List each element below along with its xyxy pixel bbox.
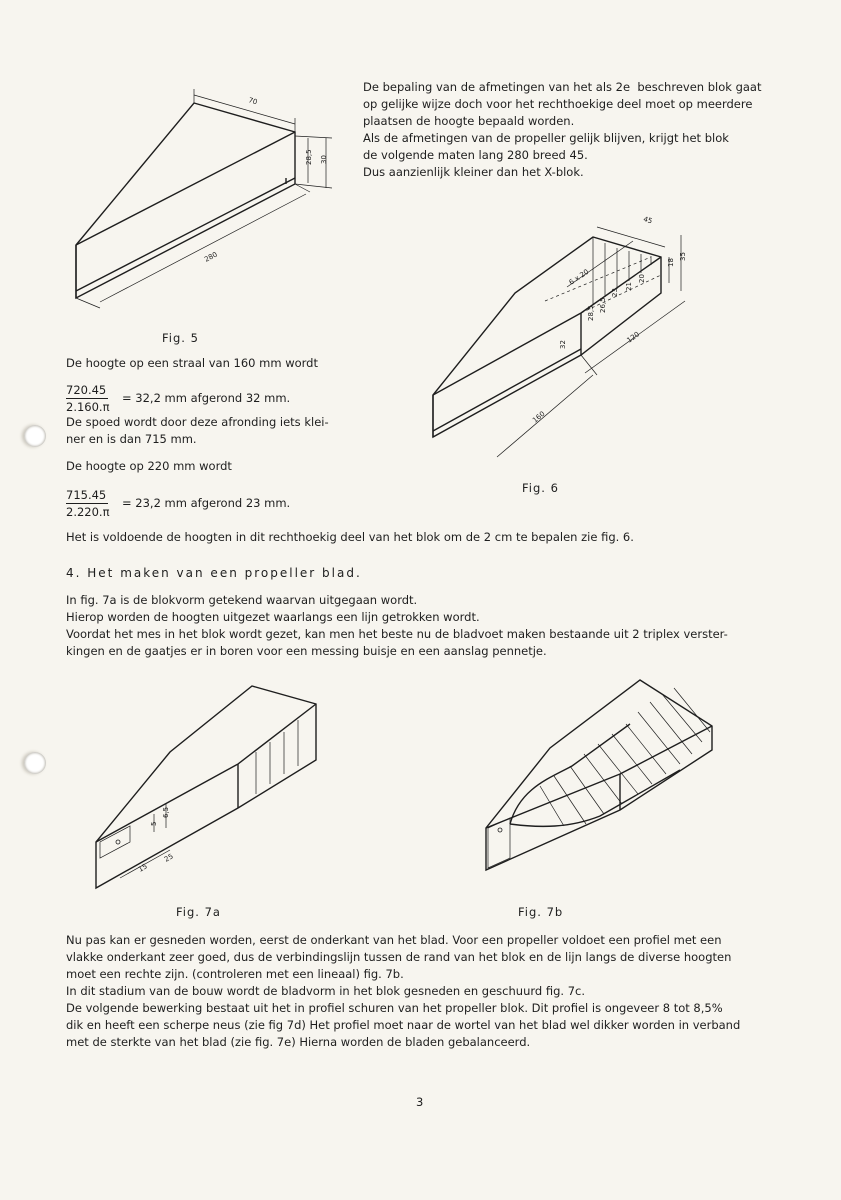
fig6-dim-line — [581, 355, 597, 375]
fig6-height: 32 — [559, 340, 567, 349]
fig7a-dim: 15 — [137, 862, 149, 874]
fig7b-drawing — [480, 678, 720, 878]
section-line: Hierop worden de hoogten uitgezet waarlangs een lijn getrokken wordt. — [66, 610, 480, 624]
fig6-dim-line — [597, 227, 665, 247]
fig5-dim-line — [295, 136, 332, 138]
fig5-dim-285: 28,5 — [305, 149, 313, 165]
fig5-edge — [76, 132, 295, 245]
fig7b-hole — [498, 828, 502, 832]
fig6-height: 21 — [625, 282, 633, 291]
fig5-block-outline — [76, 103, 295, 298]
fig6-dim-45: 45 — [642, 215, 654, 226]
fig7b-blade-outline — [510, 770, 680, 826]
calc-line: De hoogte op een straal van 160 mm wordt — [66, 356, 318, 370]
intro-line: de volgende maten lang 280 breed 45. — [363, 148, 588, 162]
calc-note: ner en is dan 715 mm. — [66, 432, 197, 446]
fig6-dim-35: 35 — [679, 252, 687, 261]
page-number: 3 — [416, 1095, 424, 1109]
fig6-height: 26,5 — [599, 297, 607, 313]
fig5-dim-line — [100, 194, 306, 302]
fig5-dim-70: 70 — [247, 96, 259, 107]
fig7a-hole — [116, 840, 120, 844]
fig6-height: 20 — [638, 274, 646, 283]
fig5-dim-line — [76, 298, 100, 308]
fig7b-hatch — [662, 694, 702, 742]
calc-line: De hoogte op 220 mm wordt — [66, 459, 232, 473]
fig6-height: 28,5 — [587, 305, 595, 321]
fig6-dim-18: 18 — [667, 258, 675, 267]
fig6-edge — [433, 349, 581, 431]
fig7a-block-outline — [96, 686, 316, 888]
fraction-2 — [66, 488, 291, 519]
fraction-denominator: 2.160.π — [66, 400, 110, 414]
intro-line: Dus aanzienlijk kleiner dan het X-blok. — [363, 165, 584, 179]
fig7a-caption: Fig. 7a — [176, 905, 221, 919]
closing-line: moet een rechte zijn. (controleren met een lineaal) fig. 7b. — [66, 967, 404, 981]
fig6-dim-steps: 6 x 20 — [567, 267, 591, 287]
fig6-caption: Fig. 6 — [522, 481, 559, 495]
fig7b-hatch — [638, 712, 680, 764]
fig5-dim-line — [295, 184, 332, 188]
section-line: kingen en de gaatjes er in boren voor een messing buisje en een aanslag pennetje. — [66, 644, 547, 658]
fig7b-hatch — [598, 744, 638, 794]
fig5-dim-280: 280 — [203, 250, 219, 264]
fig7a-edge — [238, 704, 316, 764]
intro-line: De bepaling van de afmetingen van het als 2e beschreven blok gaat — [363, 80, 762, 94]
fig5-dim-30: 30 — [320, 155, 328, 164]
fraction-denominator: 2.220.π — [66, 505, 110, 519]
fig5-caption: Fig. 5 — [162, 331, 199, 345]
closing-line: Nu pas kan er gesneden worden, eerst de onderkant van het blad. Voor een propeller voldoet een profiel met een — [66, 933, 722, 947]
intro-line: op gelijke wijze doch voor het rechthoekige deel moet op meerdere — [363, 97, 753, 111]
fraction-result: = 23,2 mm afgerond 23 mm. — [122, 496, 291, 510]
fig6-edge — [433, 313, 581, 395]
fig7b-hatch — [626, 724, 666, 774]
fig7a-dim: 5 — [150, 821, 158, 826]
fig7a-dim: 6,5 — [162, 806, 170, 818]
fraction-numerator: 715.45 — [66, 488, 107, 502]
fig7b-hatch — [674, 688, 710, 732]
fig7a-drawing — [90, 682, 325, 892]
fig7b-hatch — [540, 786, 564, 826]
punch-hole — [24, 752, 46, 774]
fraction-result: = 32,2 mm afgerond 32 mm. — [122, 391, 291, 405]
closing-line: De volgende bewerking bestaat uit het in profiel schuren van het propeller blok. Dit profiel is ongeveer 8 tot 8,5% — [66, 1001, 723, 1015]
intro-line: Als de afmetingen van de propeller gelijk blijven, krijgt het blok — [363, 131, 729, 145]
fig7b-caption: Fig. 7b — [518, 905, 564, 919]
fraction-numerator: 720.45 — [66, 383, 107, 397]
intro-line: plaatsen de hoogte bepaald worden. — [363, 114, 575, 128]
fig6-drawing — [425, 205, 695, 460]
fig7b-hatch — [612, 734, 652, 784]
closing-line: dik en heeft een scherpe neus (zie fig 7d) Het profiel moet naar de wortel van het blad wel dikker worden in verband — [66, 1018, 741, 1032]
section-line: In fig. 7a is de blokvorm getekend waarvan uitgegaan wordt. — [66, 593, 418, 607]
fig6-height: 23 — [611, 288, 619, 297]
section-line: Voordat het mes in het blok wordt gezet, kan men het beste nu de bladvoet maken bestaande uit 2 triplex verster- — [66, 627, 728, 641]
fig5-dim-line — [194, 95, 295, 124]
punch-hole — [24, 425, 46, 447]
fig7a-edge — [96, 764, 238, 842]
closing-line: vlakke onderkant zeer goed, dus de verbindingslijn tussen de rand van het blok en de lijn langs de diverse hoogten — [66, 950, 732, 964]
calc-note: De spoed wordt door deze afronding iets klei- — [66, 415, 329, 429]
fig5-edge — [76, 178, 295, 291]
closing-line: met de sterkte van het blad (zie fig. 7e) Hierna worden de bladen gebalanceerd. — [66, 1035, 531, 1049]
full-width-line: Het is voldoende de hoogten in dit rechthoekig deel van het blok om de 2 cm te bepalen zie fig. 6. — [66, 530, 634, 544]
fig6-dash — [545, 257, 651, 301]
fig5-drawing — [70, 80, 340, 310]
fig6-dim-120: 120 — [625, 330, 641, 345]
fig7b-block-outline — [486, 680, 712, 870]
fraction-1 — [66, 383, 291, 414]
fig7b-hatch — [584, 754, 622, 804]
fig6-dim-160: 160 — [531, 409, 547, 425]
closing-line: In dit stadium van de bouw wordt de bladvorm in het blok gesneden en geschuurd fig. 7c. — [66, 984, 585, 998]
section-heading: 4. Het maken van een propeller blad. — [66, 566, 362, 580]
fig7a-dim: 25 — [163, 852, 175, 864]
